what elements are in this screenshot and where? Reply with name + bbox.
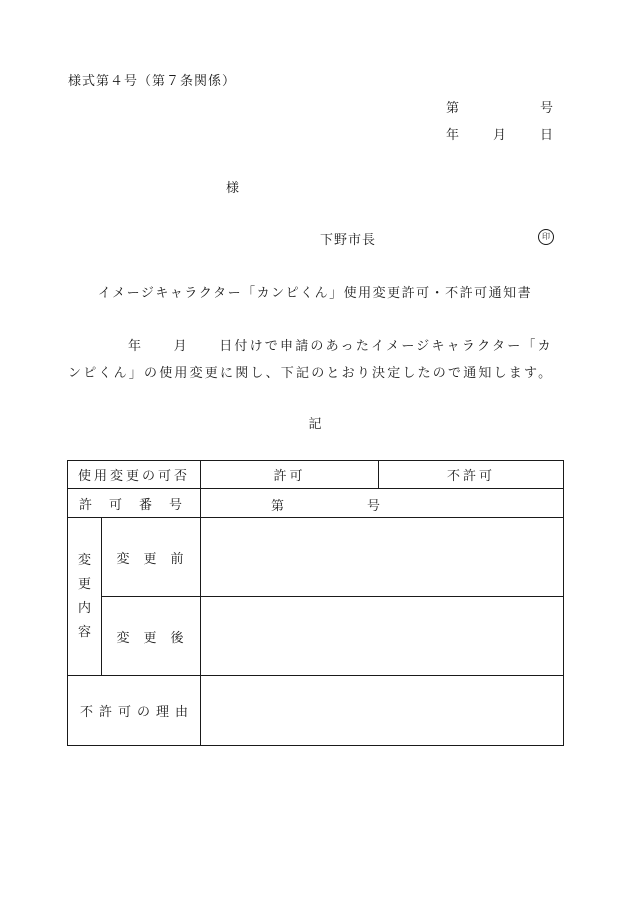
date-month-label: 月 [493, 128, 507, 143]
reason-label: 不許可の理由 [68, 676, 201, 746]
change-content-char: 変 [77, 552, 91, 568]
permit-number-suffix: 号 [367, 499, 381, 514]
change-content-char: 容 [77, 624, 91, 640]
change-after-value[interactable] [201, 597, 564, 676]
approval-label: 使用変更の可否 [68, 461, 201, 489]
change-before-value[interactable] [201, 518, 564, 597]
reason-value[interactable] [201, 676, 564, 746]
permit-number-prefix: 第 [271, 499, 285, 514]
approval-row [68, 461, 564, 489]
change-before-row [68, 518, 564, 597]
change-content-label [68, 518, 102, 676]
date-day-label: 日 [540, 128, 554, 143]
permit-number-value[interactable] [201, 489, 564, 518]
ki-heading: 記 [308, 417, 322, 432]
change-content-char: 内 [77, 600, 91, 616]
change-before-label: 変更前 [102, 518, 201, 597]
change-content-char: 更 [77, 576, 91, 592]
deny-option[interactable]: 不許可 [379, 461, 564, 489]
permit-number-row [68, 489, 564, 518]
seal-mark: 印 [538, 229, 554, 245]
document-number-suffix: 号 [540, 101, 554, 116]
change-after-label: 変更後 [102, 597, 201, 676]
issuer-name: 下野市長 [320, 233, 377, 248]
permit-option[interactable]: 許可 [201, 461, 379, 489]
form-number-label: 様式第４号（第７条関係） [68, 74, 237, 89]
date-year-label: 年 [446, 128, 460, 143]
notice-body: 年 月 日付けで申請のあったイメージキャラクター「カンピくん」の使用変更に関し、下記のとおり決定したので通知します。 [68, 339, 554, 381]
change-decision-table [67, 460, 564, 746]
document-title: イメージキャラクター「カンピくん」使用変更許可・不許可通知書 [97, 286, 533, 301]
document-number-prefix: 第 [446, 101, 460, 116]
change-after-row [68, 597, 564, 676]
reason-row [68, 676, 564, 746]
addressee-suffix: 様 [226, 181, 240, 196]
permit-number-label: 許可番号 [68, 489, 201, 518]
